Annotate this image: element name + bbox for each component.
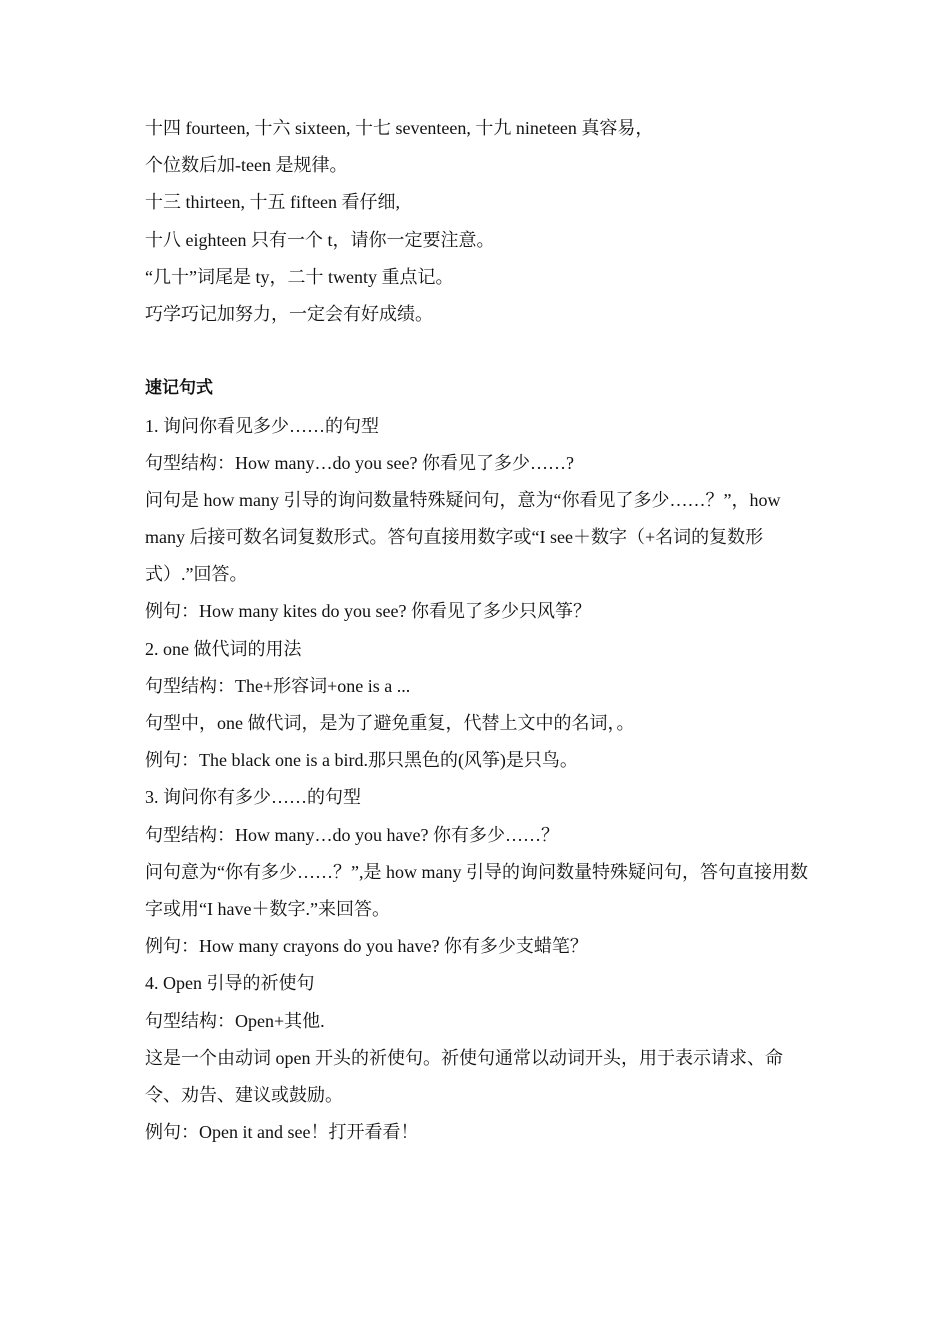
pattern-4: [145, 965, 815, 1151]
pattern-explanation: 句型中，one 做代词，是为了避免重复，代替上文中的名词，。: [145, 713, 635, 734]
rhyme-line: 十三 thirteen, 十五 fifteen 看仔细,: [145, 192, 400, 213]
pattern-example: 例句：Open it and see！打开看看！: [145, 1122, 419, 1143]
pattern-title: 1. 询问你看见多少……的句型: [145, 415, 379, 436]
section-heading: 速记句式: [145, 378, 213, 399]
rhyme-line: “几十”词尾是 ty，二十 twenty 重点记。: [145, 266, 454, 287]
pattern-example: 例句：How many crayons do you have? 你有多少支蜡笔？: [145, 936, 588, 957]
document-body: [145, 110, 815, 1151]
pattern-3: [145, 779, 815, 965]
pattern-explanation: 问句是 how many 引导的询问数量特殊疑问句，意为“你看见了多少……？”，how many 后接可数名词复数形式。答句直接用数字或“I see＋数字（+名词的复数形式）.”回答。: [145, 489, 781, 585]
rhyme-line: 十八 eighteen 只有一个 t，请你一定要注意。: [145, 229, 495, 250]
pattern-example: 例句：How many kites do you see? 你看见了多少只风筝？: [145, 601, 591, 622]
rhyme-line: 巧学巧记加努力，一定会有好成绩。: [145, 303, 433, 324]
pattern-title: 3. 询问你有多少……的句型: [145, 787, 361, 808]
pattern-explanation: 这是一个由动词 open 开头的祈使句。祈使句通常以动词开头，用于表示请求、命令、劝告、建议或鼓励。: [145, 1047, 783, 1105]
pattern-1: [145, 408, 815, 631]
pattern-structure: 句型结构：How many…do you have? 你有多少……？: [145, 824, 559, 845]
pattern-example: 例句：The black one is a bird.那只黑色的(风筝)是只鸟。: [145, 750, 578, 771]
pattern-2: [145, 631, 815, 780]
pattern-structure: 句型结构：The+形容词+one is a ...: [145, 675, 411, 696]
pattern-explanation: 问句意为“你有多少……？”,是 how many 引导的询问数量特殊疑问句，答句直接用数字或用“I have＋数字.”来回答。: [145, 861, 808, 920]
blank-line: [145, 333, 815, 370]
pattern-structure: 句型结构：Open+其他.: [145, 1010, 325, 1031]
rhyme-line: 个位数后加-teen 是规律。: [145, 155, 348, 176]
pattern-structure: 句型结构：How many…do you see? 你看见了多少……?: [145, 452, 574, 473]
pattern-title: 2. one 做代词的用法: [145, 638, 302, 659]
rhyme-line: 十四 fourteen, 十六 sixteen, 十七 seventeen, 十九 nineteen 真容易，: [145, 118, 654, 138]
number-rhyme: [145, 110, 815, 333]
pattern-title: 4. Open 引导的祈使句: [145, 973, 315, 994]
